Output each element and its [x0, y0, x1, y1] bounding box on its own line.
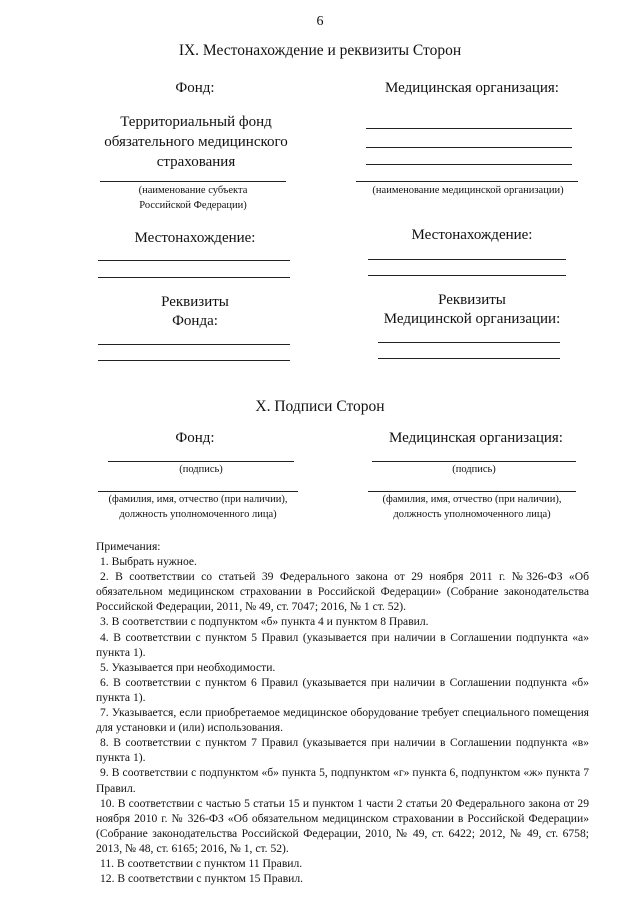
note-item: 11. В соответствии с пунктом 11 Правил.	[100, 856, 303, 870]
org-heading: Медицинская организация:	[385, 80, 559, 96]
fund-requisites-line[interactable]	[98, 344, 290, 345]
requisites-line: Фонда:	[172, 313, 218, 329]
fund-name-caption	[88, 183, 298, 213]
org-name-line[interactable]	[366, 147, 572, 148]
fund-name-line: обязательного медицинского	[104, 134, 288, 150]
org-name-caption: (наименование медицинской организации)	[372, 185, 564, 196]
org-location-line[interactable]	[368, 275, 566, 276]
fund-location-line[interactable]	[98, 260, 290, 261]
fund-person-caption	[88, 492, 308, 522]
fund-name-line: страхования	[156, 154, 236, 170]
sign-org-heading: Медицинская организация:	[389, 430, 563, 446]
fund-heading: Фонд:	[175, 80, 215, 96]
requisites-line: Реквизиты	[161, 294, 229, 310]
note-item: 9. В соответствии с подпунктом «б» пункта 5, подпунктом «г» пункта 6, подпунктом «ж» пункта 7 Правил.	[96, 766, 589, 795]
org-person-caption	[358, 492, 586, 522]
note-item: 3. В соответствии с подпунктом «б» пункта 4 и пунктом 8 Правил.	[100, 615, 429, 629]
note-item: 6. В соответствии с пунктом 6 Правил (указывается при наличии в Соглашении подпункта «б» пункта 1).	[96, 675, 589, 704]
section-9-title: IX. Местонахождение и реквизиты Сторон	[178, 42, 462, 59]
requisites-line: Реквизиты	[438, 292, 506, 308]
note-item: 12. В соответствии с пунктом 15 Правил.	[100, 872, 304, 886]
org-requisites-line[interactable]	[378, 342, 560, 343]
note-item: 2. В соответствии со статьей 39 Федерального закона от 29 ноября 2011 г. №326-ФЗ «Об обязательном медицинском страховании в Российской Федерации» (Собрание законодательства Российской Федерации, 2011, № 49, ст. 7047; 2016, № 1 ст. 52).	[96, 570, 589, 614]
fund-name	[80, 112, 312, 172]
fund-location-label: Местонахождение:	[134, 230, 256, 246]
note-item: 8. В соответствии с пунктом 7 Правил (указывается при наличии в Соглашении подпункта «в» пункта 1).	[96, 736, 589, 765]
fund-requisites-line[interactable]	[98, 360, 290, 361]
note-item: 4. В соответствии с пунктом 5 Правил (указывается при наличии в Соглашении подпункта «а» пункта 1).	[96, 630, 589, 659]
org-name-line[interactable]	[366, 164, 572, 165]
org-location-label: Местонахождение:	[411, 227, 533, 243]
note-item: 7. Указывается, если приобретаемое медицинское оборудование требует специального помещения для установки и (или) использования.	[96, 706, 589, 735]
org-signature-caption: (подпись)	[452, 464, 496, 475]
fund-name-line: Территориальный фонд	[120, 114, 272, 130]
fund-subject-line[interactable]	[100, 181, 286, 182]
page-number: 6	[316, 14, 324, 29]
note-item: 1. Выбрать нужное.	[100, 555, 197, 569]
caption-line: Российской Федерации)	[139, 200, 247, 211]
caption-line: должность уполномоченного лица)	[393, 509, 551, 520]
requisites-line: Медицинской организации:	[383, 311, 561, 327]
section-10-title: X. Подписи Сторон	[255, 398, 385, 415]
fund-signature-caption: (подпись)	[179, 464, 223, 475]
notes-title: Примечания:	[96, 540, 161, 553]
note-item: 5. Указывается при необходимости.	[100, 660, 276, 674]
org-requisites-line[interactable]	[378, 358, 560, 359]
fund-location-line[interactable]	[98, 277, 290, 278]
caption-line: (фамилия, имя, отчество (при наличии),	[108, 494, 288, 505]
caption-line: должность уполномоченного лица)	[119, 509, 277, 520]
note-item: 10. В соответствии с частью 5 статьи 15 и пунктом 1 части 2 статьи 20 Федерального закона от 29 ноября 2010 г. № 326-ФЗ «Об обязательном медицинском страховании в Российской Федерации» (Собрание законодательства Российской Федерации, 2010, № 49, ст. 6422; 2012, № 49, ст. 6758; 2013, № 48, ст. 6165; 2016, № 1, ст. 52).	[96, 796, 589, 855]
fund-requisites-label	[96, 293, 294, 331]
sign-fund-heading: Фонд:	[175, 430, 215, 446]
notes	[96, 539, 589, 886]
org-name-line[interactable]	[356, 181, 578, 182]
org-requisites-label	[352, 291, 592, 329]
org-location-line[interactable]	[368, 259, 566, 260]
caption-line: (фамилия, имя, отчество (при наличии),	[382, 494, 562, 505]
org-name-line[interactable]	[366, 128, 572, 129]
caption-line: (наименование субъекта	[138, 185, 248, 196]
